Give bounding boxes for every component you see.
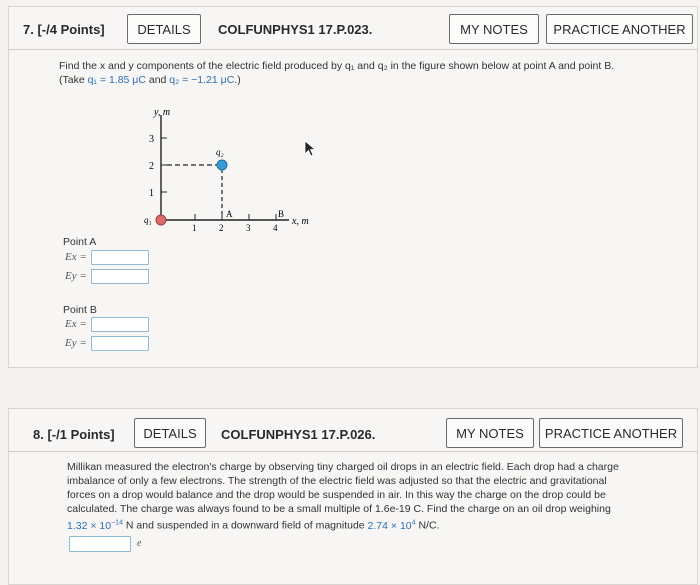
q1-charge-icon: [156, 215, 166, 225]
charge-answer-input[interactable]: [69, 536, 131, 552]
weight-value: [67, 520, 123, 532]
question-line: [67, 516, 697, 533]
and-text: and: [145, 74, 170, 86]
weight-exponent: −14: [111, 519, 123, 526]
question-number: 8.: [33, 427, 44, 442]
point-b-label: B: [278, 209, 285, 219]
practice-another-button[interactable]: PRACTICE ANOTHER: [539, 418, 683, 448]
problem-7: [8, 6, 698, 368]
details-button[interactable]: DETAILS: [134, 418, 206, 448]
given-values: [59, 73, 699, 87]
points-label: [-/1 Points]: [47, 427, 115, 442]
mouse-cursor-icon: [303, 139, 319, 159]
weight-mantissa: 1.32 × 10: [67, 519, 112, 532]
y-tick-label: 1: [149, 188, 154, 199]
y-axis-label: y, m: [154, 107, 171, 118]
q1-label: q₁: [144, 215, 152, 225]
problem-code: COLFUNPHYS1 17.P.023.: [218, 22, 373, 37]
problem-8: [8, 408, 698, 585]
ex-label: Ex =: [65, 251, 87, 263]
point-a-label: A: [226, 209, 233, 219]
problem-number: [33, 427, 115, 442]
x-tick-label: 3: [246, 223, 251, 233]
problem-number: [23, 22, 105, 37]
header-divider: [9, 49, 697, 50]
q2-label: q₂: [216, 147, 224, 157]
take-suffix: .): [234, 74, 241, 86]
practice-another-button[interactable]: PRACTICE ANOTHER: [546, 14, 693, 44]
question-text-end: N/C.: [415, 519, 440, 532]
field-exponent: 4: [411, 519, 416, 526]
x-tick-label: 1: [192, 223, 197, 233]
point-b-label: Point B: [63, 304, 97, 316]
point-b-ey-input[interactable]: [91, 336, 149, 351]
point-a-label: Point A: [63, 236, 97, 248]
point-a-ex-input[interactable]: [91, 250, 149, 265]
problem-8-header: [9, 409, 697, 453]
question-text: [67, 460, 697, 533]
take-prefix: (Take: [59, 74, 88, 86]
x-tick-label: 4: [273, 223, 278, 233]
y-tick-label: 3: [149, 134, 154, 145]
q1-value: q₁ = 1.85 μC: [87, 74, 146, 86]
question-line: calculated. The charge was always found to be a small multiple of 1.6e-19 C. Find the charge on an oil drop weighing: [67, 503, 611, 515]
question-line: Find the x and y components of the electric field produced by q₁ and q₂ in the figure shown below at point A and point B.: [59, 60, 615, 72]
question-text: [59, 59, 699, 87]
x-tick-label: 2: [219, 223, 224, 233]
question-line: imbalance of only a few electrons. The strength of the electric field was adjusted so that the electric and gravitational: [67, 475, 607, 487]
header-divider: [9, 451, 697, 452]
charge-figure: [134, 103, 334, 233]
q2-charge-icon: [217, 160, 227, 170]
unit-label: e: [137, 538, 142, 549]
ex-label: Ex =: [65, 318, 87, 330]
q2-value: q₂ = −1.21 μC: [169, 74, 235, 86]
my-notes-button[interactable]: MY NOTES: [449, 14, 539, 44]
point-b-ex-input[interactable]: [91, 317, 149, 332]
details-button[interactable]: DETAILS: [127, 14, 201, 44]
point-a-ey-input[interactable]: [91, 269, 149, 284]
ey-label: Ey =: [65, 270, 87, 282]
field-value: [368, 520, 416, 532]
problem-7-header: [9, 7, 697, 51]
question-line: Millikan measured the electron's charge by observing tiny charged oil drops in an electric field. Each drop had a charge: [67, 461, 619, 473]
field-mantissa: 2.74 × 10: [367, 519, 412, 532]
ey-label: Ey =: [65, 337, 87, 349]
my-notes-button[interactable]: MY NOTES: [446, 418, 534, 448]
x-axis-label: x, m: [292, 216, 309, 227]
question-text-mid: N and suspended in a downward field of magnitude: [122, 519, 368, 532]
question-number: 7.: [23, 22, 34, 37]
question-line: forces on a drop would balance and the drop would be suspended in air. In this way the charge on the drop could be: [67, 489, 606, 501]
problem-code: COLFUNPHYS1 17.P.026.: [221, 427, 376, 442]
y-tick-label: 2: [149, 161, 154, 172]
points-label: [-/4 Points]: [37, 22, 105, 37]
